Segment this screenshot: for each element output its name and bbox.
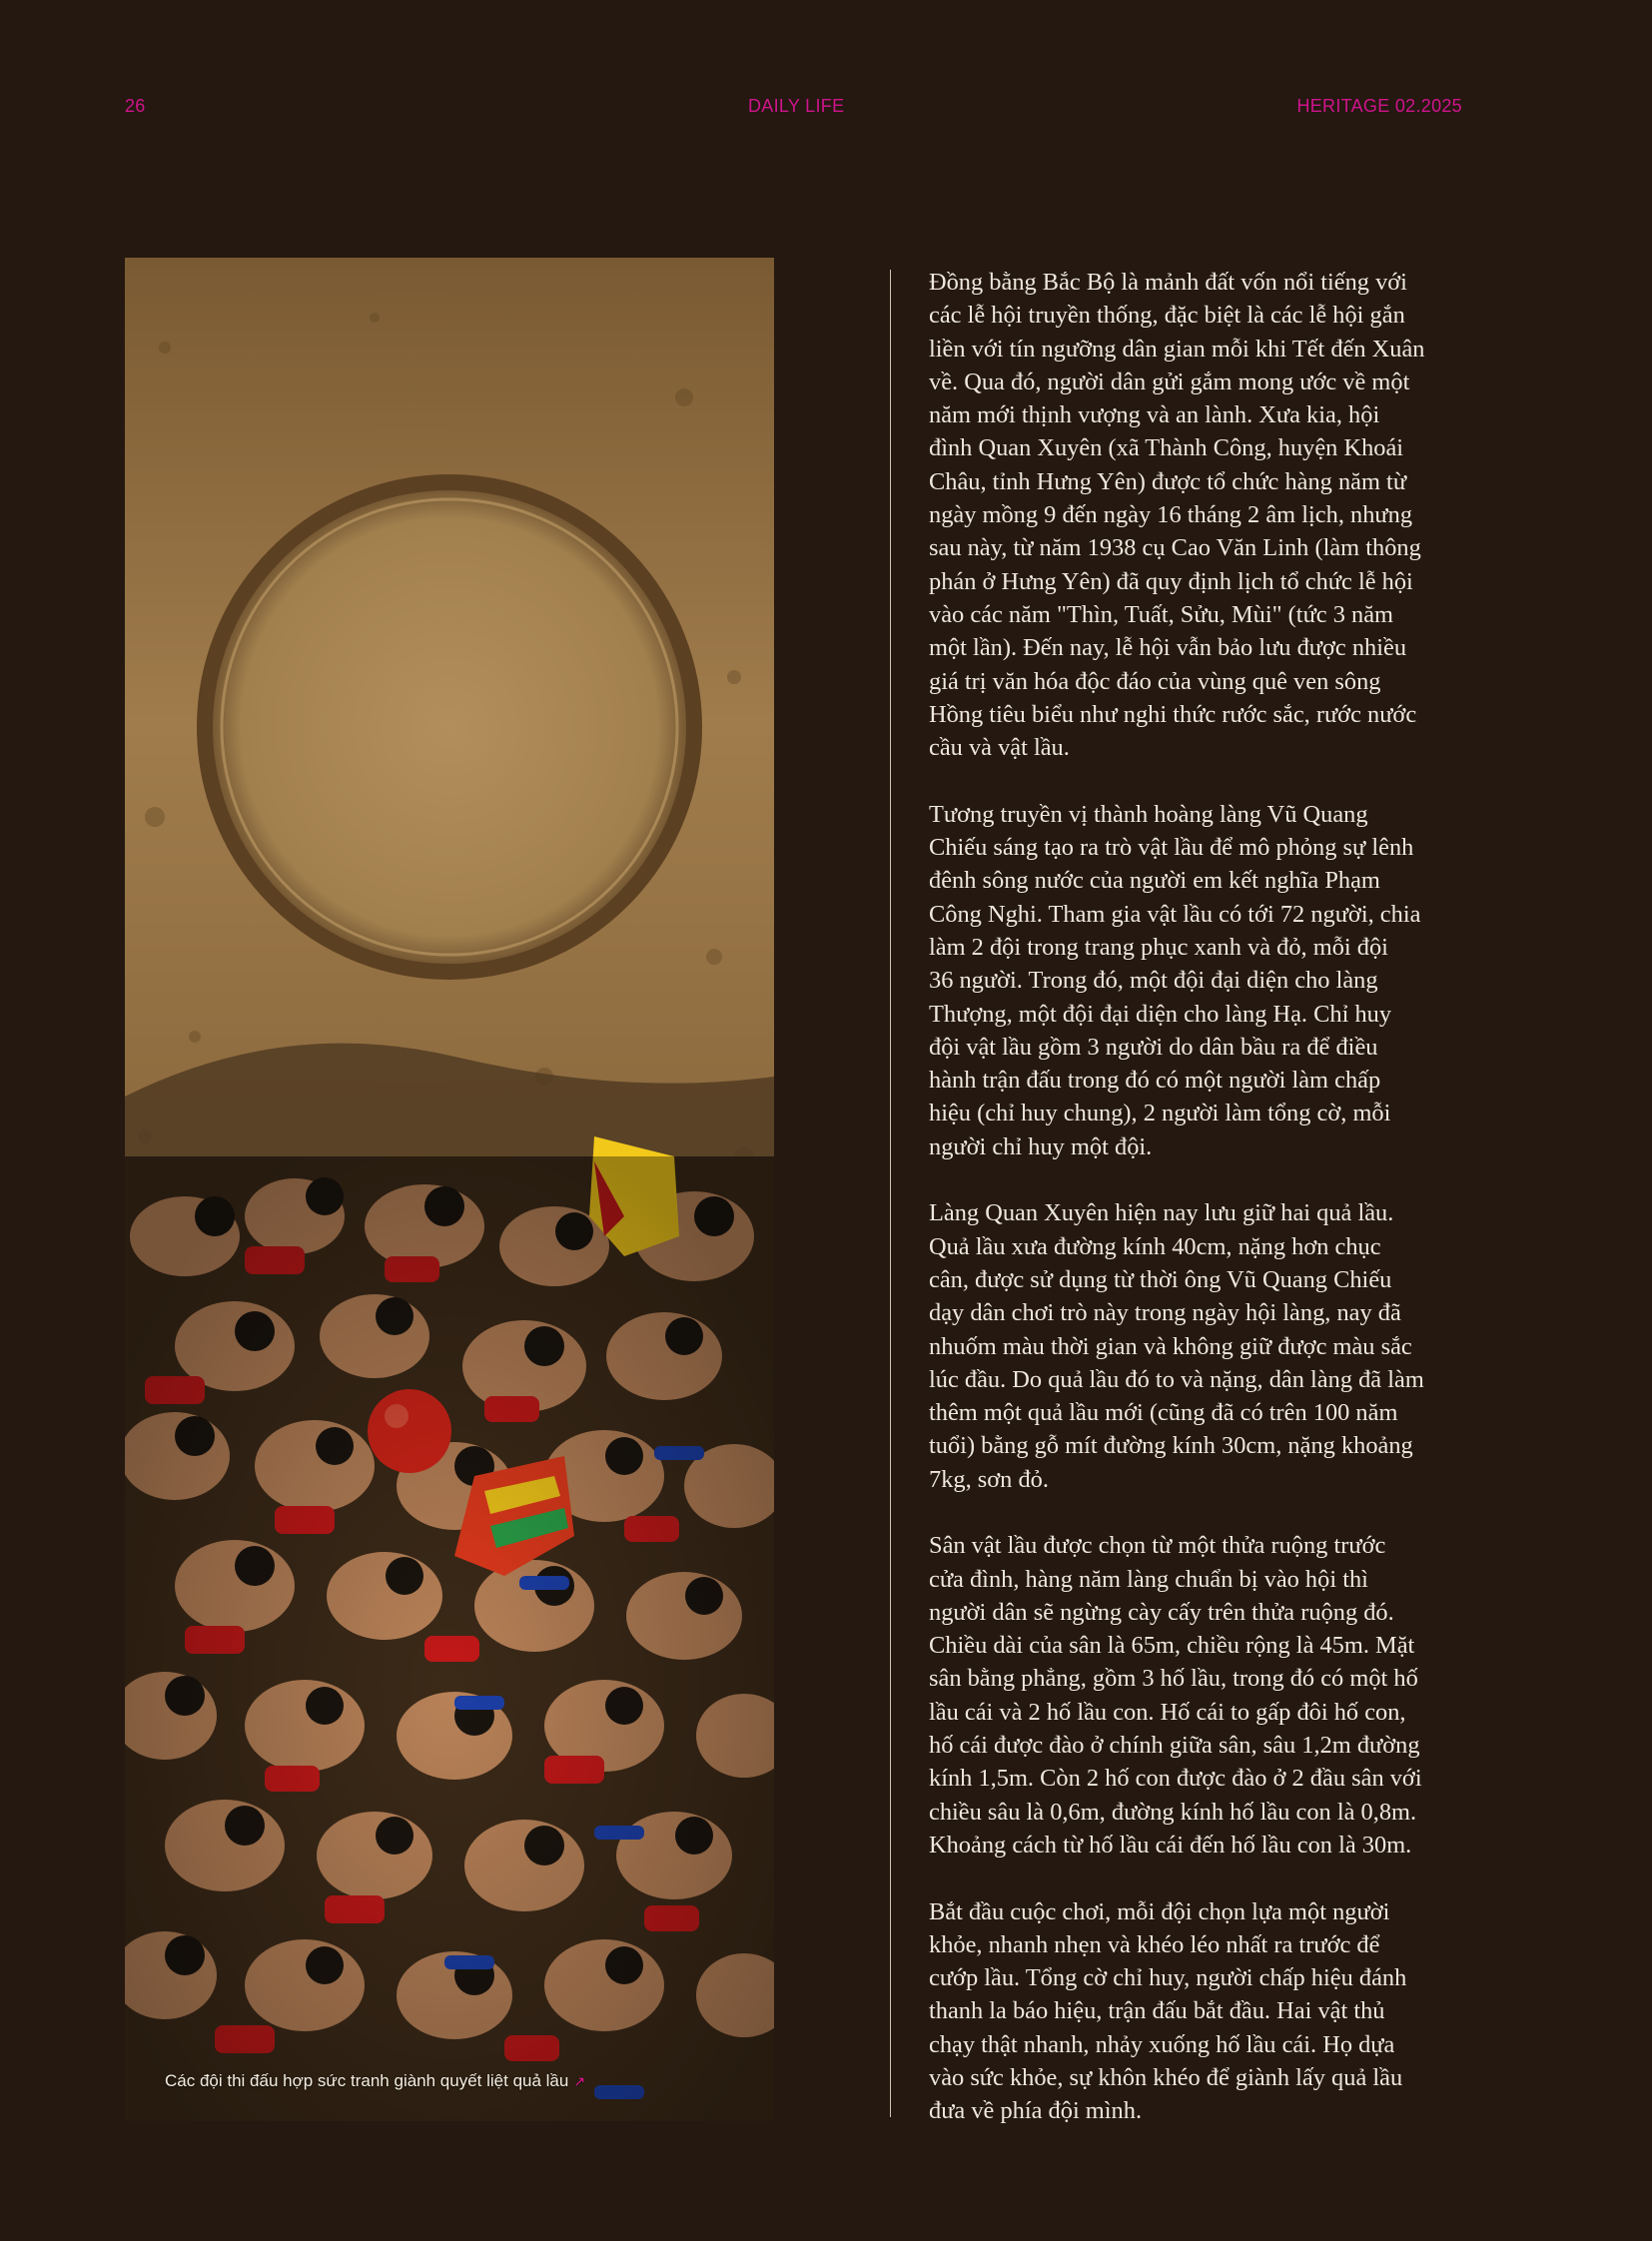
photo-caption-text: Các đội thi đấu hợp sức tranh giành quyết liệt quả lầu [165,2071,569,2090]
section-title: DAILY LIFE [748,96,845,116]
article-paragraph-3: Làng Quan Xuyên hiện nay lưu giữ hai quả lầu. Quả lầu xưa đường kính 40cm, nặng hơn chục cân, được sử dụng từ thời ông Vũ Quang Chiếu dạy dân chơi trò này trong ngày hội làng, nay đã nhuốm màu thời gian và không giữ được màu sắc lúc đầu. Do quả lầu đó to và nặng, dân làng đã làm thêm một quả lầu mới (cũng đã có trên 100 năm tuổi) bằng gỗ mít đường kính 30cm, nặng khoảng 7kg, sơn đỏ. [929,1199,1424,1493]
article-paragraph-2: Tương truyền vị thành hoàng làng Vũ Quang Chiếu sáng tạo ra trò vật lầu để mô phỏng sự lênh đênh sông nước của người em kết nghĩa Phạm Công Nghi. Tham gia vật lầu có tới 72 người, chia làm 2 đội trong trang phục xanh và đỏ, mỗi đội 36 người. Trong đó, một đội đại diện cho làng Thượng, một đội đại diện cho làng Hạ. Chỉ huy đội vật lầu gồm 3 người do dân bầu ra để điều hành trận đấu trong đó có một người làm chấp hiệu (chỉ huy chung), 2 người làm tổng cờ, mỗi người chỉ huy một đội. [929,800,1421,1160]
article-paragraph-1: Đồng bằng Bắc Bộ là mảnh đất vốn nổi tiếng với các lễ hội truyền thống, đặc biệt là các lễ hội gắn liền với tín ngưỡng dân gian mỗi khi Tết đến Xuân về. Qua đó, người dân gửi gắm mong ước về một năm mới thịnh vượng và an lành. Xưa kia, hội đình Quan Xuyên (xã Thành Công, huyện Khoái Châu, tỉnh Hưng Yên) được tổ chức hàng năm từ ngày mồng 9 đến ngày 16 tháng 2 âm lịch, nhưng sau này, từ năm 1938 cụ Cao Văn Linh (làm thông phán ở Hưng Yên) đã quy định lịch tổ chức lễ hội vào các năm "Thìn, Tuất, Sửu, Mùi" (tức 3 năm một lần). Đến nay, lễ hội vẫn bảo lưu được nhiều giá trị văn hóa độc đáo của vùng quê ven sông Hồng tiêu biểu như nghi thức rước sắc, rước nước cầu và vật lầu. [929,269,1425,762]
festival-photo-illustration [125,258,774,2121]
column-divider [890,270,891,2117]
festival-photo [125,258,774,2121]
article-paragraph-5: Bắt đầu cuộc chơi, mỗi đội chọn lựa một người khỏe, nhanh nhẹn và khéo léo nhất ra trước để cướp lầu. Tổng cờ chỉ huy, người chấp hiệu đánh thanh la báo hiệu, trận đấu bắt đầu. Hai vật thủ chạy thật nhanh, nhảy xuống hố lầu cái. Họ dựa vào sức khỏe, sự khôn khéo để giành lấy quả lầu đưa về phía đội mình. [929,1897,1407,2125]
arrow-up-right-icon: ↗ [573,2073,586,2089]
article-body [929,266,1468,2161]
page-number: 26 [125,96,146,116]
photo-caption [165,2071,585,2091]
article-paragraph-4: Sân vật lầu được chọn từ một thửa ruộng trước cửa đình, hàng năm làng chuẩn bị vào hội thì người dân sẽ ngừng cày cấy trên thửa ruộng đó. Chiều dài của sân là 65m, chiều rộng là 45m. Mặt sân bằng phẳng, gồm 3 hố lầu, trong đó có một hố lầu cái và 2 hố lầu con. Hố cái to gấp đôi hố con, hố cái được đào ở chính giữa sân, sâu 1,2m đường kính 1,5m. Còn 2 hố con được đào ở 2 đầu sân với chiều sâu là 0,6m, đường kính hố lầu con là 0,8m. Khoảng cách từ hố lầu cái đến hố lầu con là 30m. [929,1532,1422,1859]
magazine-issue: HERITAGE 02.2025 [1296,96,1462,116]
